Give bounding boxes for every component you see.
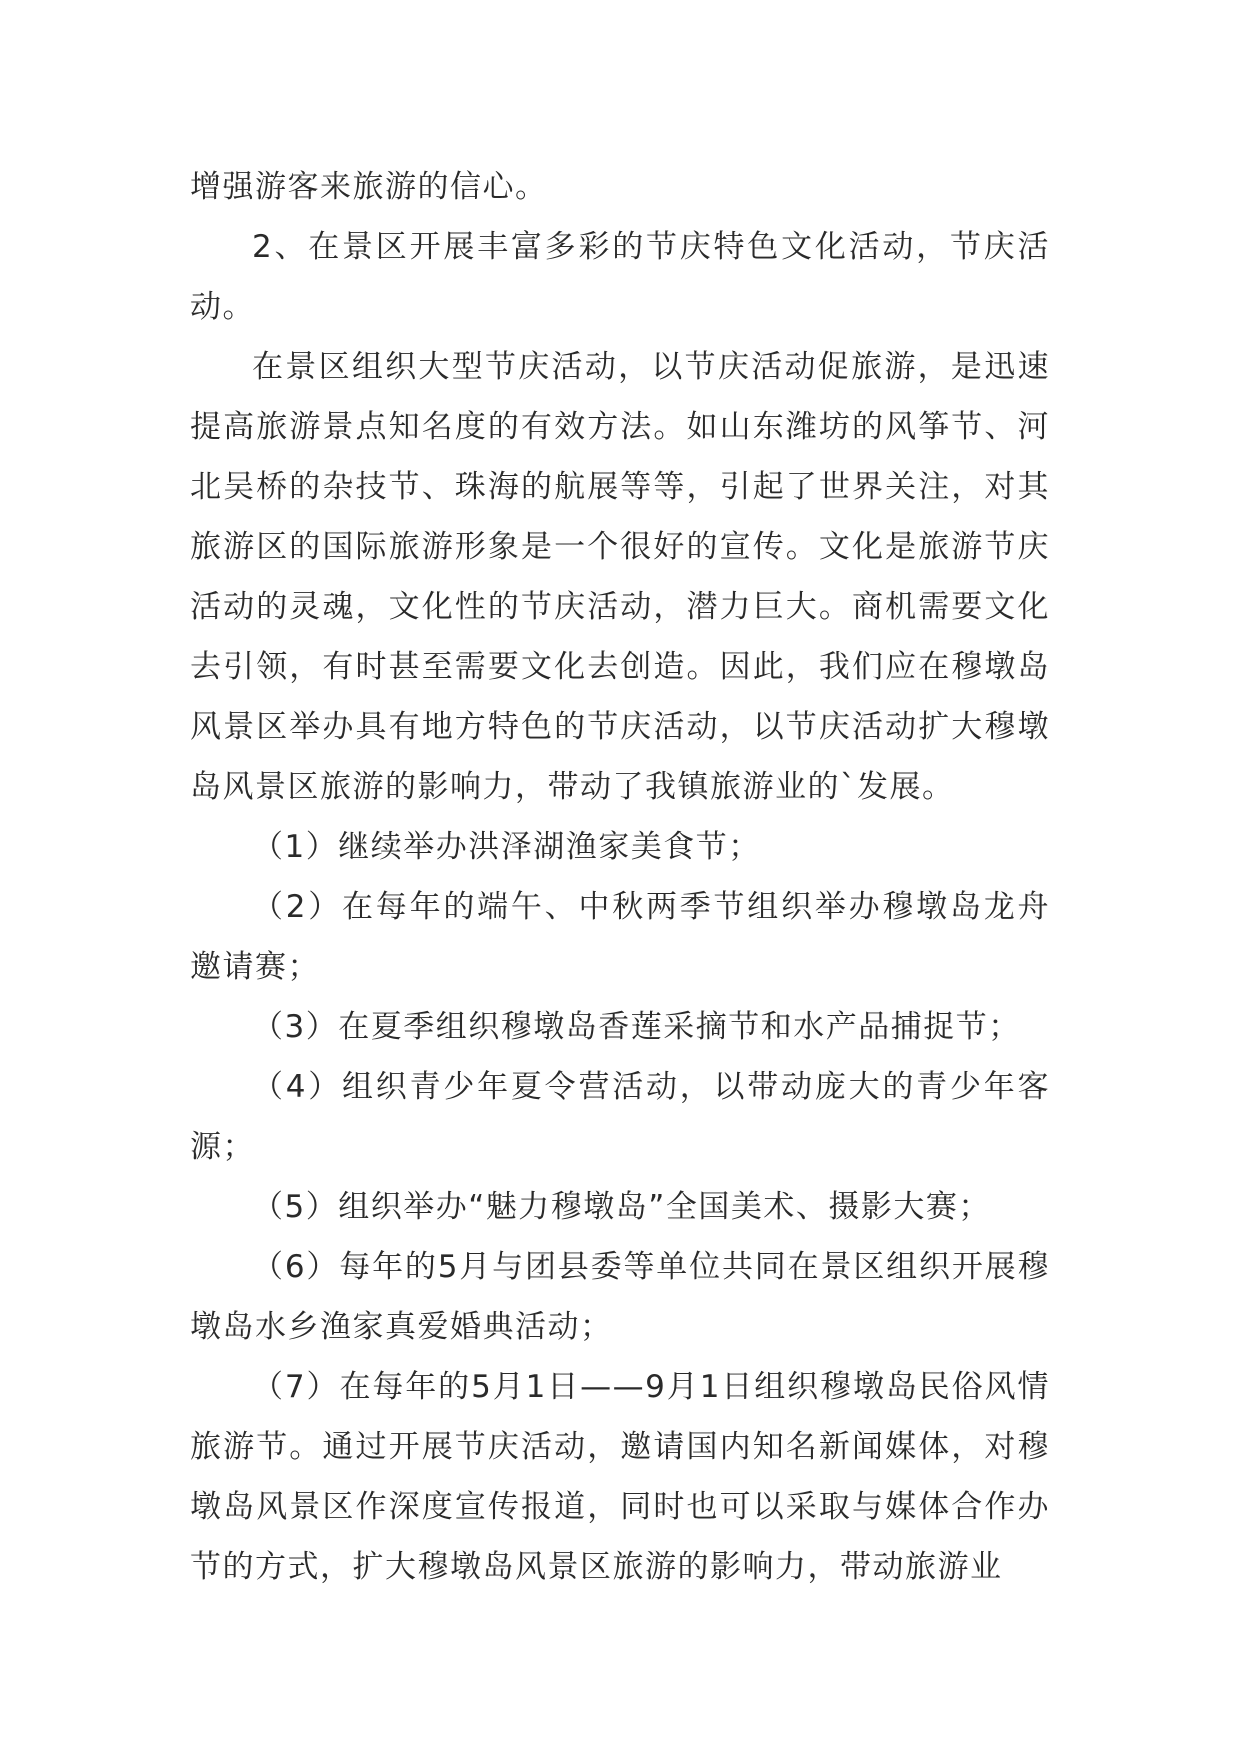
- paragraph-continuation: 增强游客来旅游的信心。: [190, 169, 548, 205]
- list-item-7: （7）在每年的5月1日——9月1日组织穆墩岛民俗风情旅游节。通过开展节庆活动，邀请国内知名新闻媒体，对穆墩岛风景区作深度宣传报道，同时也可以采取与媒体合作办节的方式，扩大穆墩岛风景区旅游的影响力，带动旅游业: [190, 1369, 1050, 1585]
- list-item-2: （2）在每年的端午、中秋两季节组织举办穆墩岛龙舟邀请赛；: [190, 889, 1050, 985]
- list-item-6: （6）每年的5月与团县委等单位共同在景区组织开展穆墩岛水乡渔家真爱婚典活动；: [190, 1249, 1050, 1345]
- paragraph-section-2-heading: 2、在景区开展丰富多彩的节庆特色文化活动，节庆活动。: [190, 229, 1050, 325]
- list-item-4: （4）组织青少年夏令营活动，以带动庞大的青少年客源；: [190, 1069, 1050, 1165]
- list-item-3: （3）在夏季组织穆墩岛香莲采摘节和水产品捕捉节；: [252, 1009, 1021, 1045]
- list-item-5: （5）组织举办“魅力穆墩岛”全国美术、摄影大赛；: [252, 1189, 991, 1225]
- list-item-1: （1）继续举办洪泽湖渔家美食节；: [252, 829, 761, 865]
- paragraph-festival-intro: 在景区组织大型节庆活动，以节庆活动促旅游，是迅速提高旅游景点知名度的有效方法。如山东潍坊的风筝节、河北吴桥的杂技节、珠海的航展等等，引起了世界关注，对其旅游区的国际旅游形象是一个很好的宣传。文化是旅游节庆活动的灵魂，文化性的节庆活动，潜力巨大。商机需要文化去引领，有时甚至需要文化去创造。因此，我们应在穆墩岛风景区举办具有地方特色的节庆活动，以节庆活动扩大穆墩岛风景区旅游的影响力，带动了我镇旅游业的`发展。: [190, 349, 1050, 805]
- document-body: [190, 157, 1050, 1597]
